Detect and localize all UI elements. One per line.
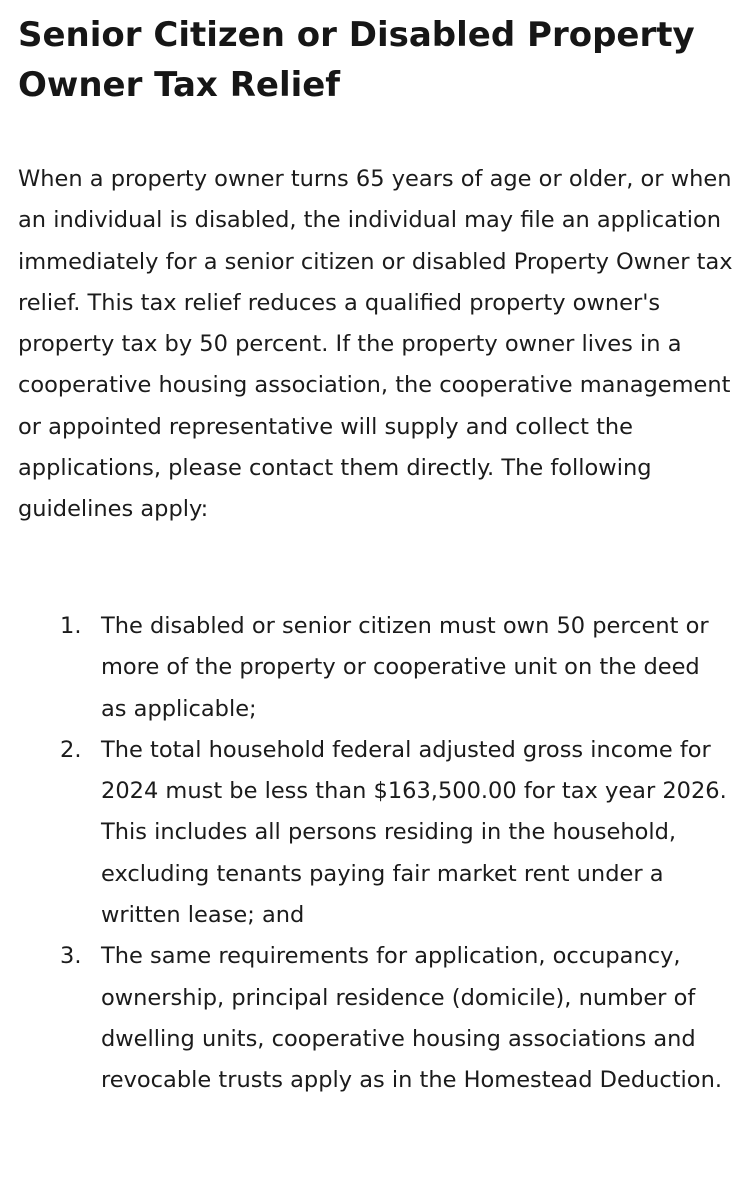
list-item-text: The total household federal adjusted gross income for 2024 must be less than $163,500.00 for tax year 2026. This includes all persons residing in the household, excluding tenants paying fair market rent under a written lease; and bbox=[101, 736, 727, 929]
list-item-number: 3. bbox=[60, 943, 82, 970]
list-item-text: The disabled or senior citizen must own 50 percent or more of the property or cooperative unit on the deed as applicable; bbox=[101, 613, 709, 722]
list-item bbox=[0, 606, 741, 730]
guidelines-list bbox=[0, 606, 741, 1102]
list-item-text: The same requirements for application, occupancy, ownership, principal residence (domicile), number of dwelling units, cooperative housing associations and revocable trusts apply as in the Homestead Deduction. bbox=[101, 943, 722, 1094]
intro-paragraph: When a property owner turns 65 years of age or older, or when an individual is disabled, the individual may file an application immediately for a senior citizen or disabled Property Owner tax relief. This tax relief reduces a qualified property owner's property tax by 50 percent. If the property owner lives in a cooperative housing association, the cooperative management or appointed representative will supply and collect the applications, please contact them directly. The following guidelines apply: bbox=[18, 166, 733, 523]
page-title: Senior Citizen or Disabled Property Owner Tax Relief bbox=[18, 15, 695, 105]
list-item-number: 2. bbox=[60, 736, 82, 763]
list-item bbox=[0, 936, 741, 1101]
list-item-number: 1. bbox=[60, 613, 82, 639]
list-item bbox=[0, 730, 741, 936]
